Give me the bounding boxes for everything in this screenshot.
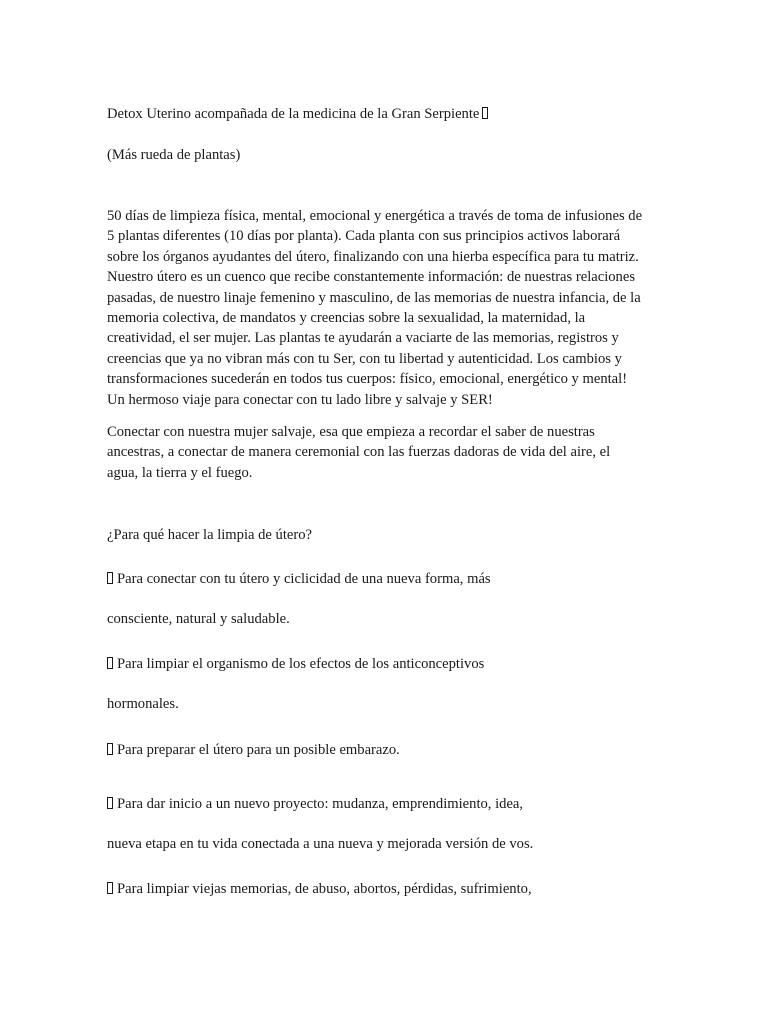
reason-item — [107, 654, 484, 674]
reason-text: Para preparar el útero para un posible embarazo. — [117, 742, 400, 758]
paragraph-line: 5 plantas diferentes (10 días por planta). Cada planta con sus principios activos laborará — [107, 228, 621, 245]
bullet-glyph-icon — [107, 572, 113, 584]
reason-text: Para conectar con tu útero y ciclicidad de una nueva forma, más — [117, 571, 491, 587]
paragraph-line: creencias que ya no vibran más con tu Ser, con tu libertad y autenticidad. Los cambios y — [107, 350, 622, 367]
question-heading: ¿Para qué hacer la limpia de útero? — [107, 527, 313, 543]
reason-text: Para limpiar viejas memorias, de abuso, abortos, pérdidas, sufrimiento, — [117, 881, 532, 897]
reason-text: Para limpiar el organismo de los efectos de los anticonceptivos — [117, 656, 485, 672]
paragraph-line: ancestras, a conectar de manera ceremonial con las fuerzas dadoras de vida del aire, el — [107, 444, 611, 461]
missing-glyph-icon — [482, 107, 488, 119]
second-paragraph — [107, 422, 667, 483]
bullet-glyph-icon — [107, 797, 113, 809]
paragraph-line: transformaciones sucederán en todos tus cuerpos: físico, emocional, energético y mental! — [107, 371, 628, 388]
reason-continuation: consciente, natural y saludable. — [107, 611, 290, 627]
paragraph-line: 50 días de limpieza física, mental, emocional y energética a través de toma de infusiones de — [107, 208, 643, 224]
reason-continuation: hormonales. — [107, 696, 179, 712]
reason-item — [107, 794, 523, 814]
reason-item — [107, 569, 491, 589]
intro-paragraph — [107, 206, 667, 410]
bullet-glyph-icon — [107, 743, 113, 755]
document-title-line — [107, 104, 488, 124]
paragraph-line: pasadas, de nuestro linaje femenino y masculino, de las memorias de nuestra infancia, de la — [107, 289, 641, 306]
bullet-glyph-icon — [107, 657, 113, 669]
document-title: Detox Uterino acompañada de la medicina de la Gran Serpiente — [107, 106, 480, 122]
document-subtitle: (Más rueda de plantas) — [107, 147, 241, 163]
paragraph-line: Nuestro útero es un cuenco que recibe constantemente información: de nuestras relaciones — [107, 269, 636, 286]
paragraph-line: creatividad, el ser mujer. Las plantas te ayudarán a vaciarte de las memorias, registros y — [107, 330, 619, 347]
reason-item — [107, 740, 400, 760]
bullet-glyph-icon — [107, 882, 113, 894]
reason-continuation: nueva etapa en tu vida conectada a una nueva y mejorada versión de vos. — [107, 836, 534, 852]
paragraph-line: Conectar con nuestra mujer salvaje, esa que empieza a recordar el saber de nuestras — [107, 424, 595, 440]
paragraph-line: memoria colectiva, de mandatos y creencias sobre la sexualidad, la maternidad, la — [107, 310, 586, 327]
paragraph-line: agua, la tierra y el fuego. — [107, 464, 253, 481]
paragraph-line: Un hermoso viaje para conectar con tu lado libre y salvaje y SER! — [107, 391, 493, 408]
paragraph-line: sobre los órganos ayudantes del útero, finalizando con una hierba específica para tu matriz. — [107, 248, 639, 265]
reason-item — [107, 879, 532, 899]
reason-text: Para dar inicio a un nuevo proyecto: mudanza, emprendimiento, idea, — [117, 796, 524, 812]
